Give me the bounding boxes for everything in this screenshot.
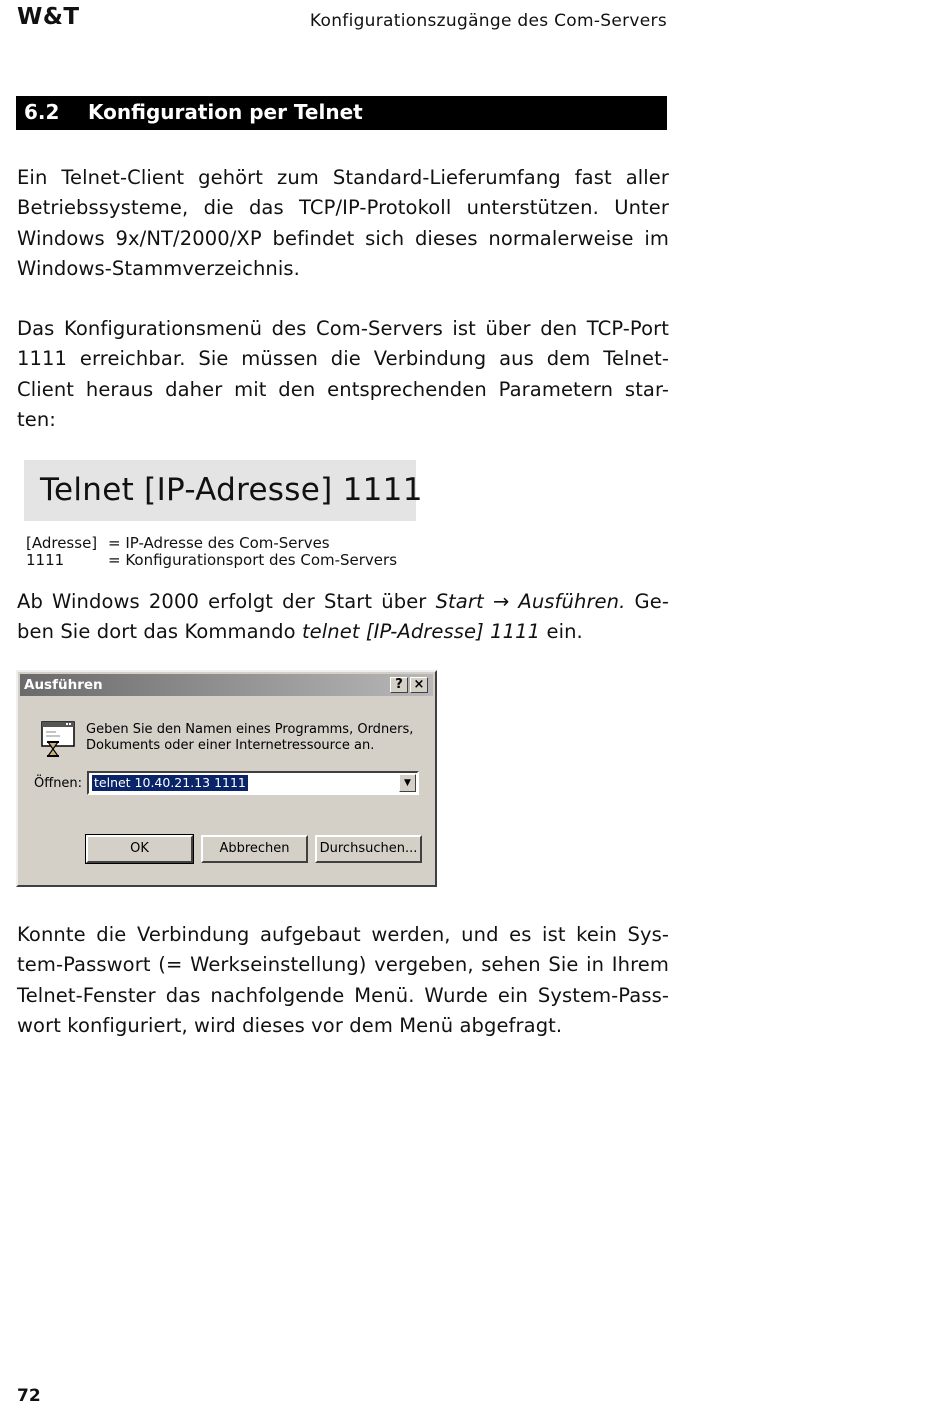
paragraph-line: Das Konfigurationsmenü des Com-Servers ist über den TCP-Port bbox=[17, 317, 669, 340]
command-example: Telnet [IP-Adresse] 1111 bbox=[24, 460, 416, 521]
chapter-title: Konfigurationszugänge des Com-Servers bbox=[309, 11, 667, 31]
command-inline: telnet [IP-Adresse] 1111 bbox=[301, 620, 541, 644]
paragraph-line: ten: bbox=[17, 407, 56, 431]
section-heading bbox=[16, 96, 667, 130]
run-dialog bbox=[16, 670, 437, 887]
legend-row bbox=[26, 552, 397, 569]
section-number: 6.2 bbox=[24, 100, 60, 124]
description-line: Geben Sie den Namen eines Programms, Ordners, bbox=[86, 722, 414, 737]
open-input[interactable]: telnet 10.40.21.13 1111 bbox=[94, 775, 246, 790]
paragraph-line: Ein Telnet-Client gehört zum Standard-Lieferumfang fast aller bbox=[17, 166, 669, 189]
open-combobox[interactable] bbox=[87, 771, 419, 795]
chevron-down-icon[interactable]: ▼ bbox=[399, 774, 416, 792]
paragraph-line: Windows 9x/NT/2000/XP befindet sich dieses normalerweise im bbox=[17, 226, 669, 250]
paragraph-line: Windows-Stammverzeichnis. bbox=[17, 256, 300, 280]
paragraph-menu-info bbox=[17, 920, 669, 1041]
menu-path: Start → Ausführen. bbox=[435, 590, 626, 613]
legend-desc: = IP-Adresse des Com-Serves bbox=[108, 534, 330, 552]
text: ein. bbox=[540, 620, 583, 644]
dialog-titlebar[interactable] bbox=[20, 674, 433, 696]
text: Ab Windows 2000 erfolgt der Start über bbox=[17, 590, 436, 613]
dialog-title: Ausführen bbox=[24, 677, 103, 693]
ok-button[interactable]: OK bbox=[86, 835, 193, 863]
paragraph-line: 1111 erreichbar. Sie müssen die Verbindung aus dem Telnet- bbox=[17, 347, 669, 371]
dialog-description bbox=[86, 722, 413, 754]
browse-button[interactable]: Durchsuchen... bbox=[315, 835, 422, 863]
legend-row bbox=[26, 535, 397, 552]
paragraph-line: tem-Passwort (= Werkseinstellung) vergeben, sehen Sie in Ihrem bbox=[17, 953, 669, 977]
legend-key: [Adresse] bbox=[26, 534, 98, 552]
paragraph-config-port bbox=[17, 314, 669, 435]
text: ben Sie dort das Kommando bbox=[17, 620, 302, 644]
paragraph-line: Client heraus daher mit den entsprechenden Parametern star- bbox=[17, 377, 669, 401]
run-icon bbox=[36, 720, 76, 760]
paragraph-line: Telnet-Fenster das nachfolgende Menü. Wurde ein System-Pass- bbox=[17, 983, 669, 1007]
command-legend bbox=[26, 535, 397, 569]
paragraph-line bbox=[17, 587, 669, 617]
help-button[interactable]: ? bbox=[390, 677, 408, 693]
close-button[interactable]: × bbox=[410, 677, 428, 693]
description-line: Dokuments oder einer Internetressource an. bbox=[86, 738, 375, 753]
legend-desc: = Konfigurationsport des Com-Servers bbox=[108, 551, 398, 569]
paragraph-line: wort konfiguriert, wird dieses vor dem Menü abgefragt. bbox=[17, 1013, 563, 1037]
cancel-button[interactable]: Abbrechen bbox=[201, 835, 308, 863]
paragraph-line bbox=[17, 617, 669, 647]
paragraph-telnet-client bbox=[17, 163, 669, 284]
brand-logo: W&T bbox=[17, 4, 80, 30]
paragraph-start-run bbox=[17, 587, 669, 648]
legend-key: 1111 bbox=[26, 551, 65, 569]
section-title: Konfiguration per Telnet bbox=[88, 100, 363, 124]
page-number: 72 bbox=[17, 1386, 41, 1406]
paragraph-line: Betriebssysteme, die das TCP/IP-Protokoll unterstützen. Unter bbox=[17, 196, 669, 220]
paragraph-line: Konnte die Verbindung aufgebaut werden, und es ist kein Sys- bbox=[17, 923, 669, 946]
text: Ge- bbox=[625, 590, 669, 613]
open-label: Öffnen: bbox=[34, 776, 83, 791]
